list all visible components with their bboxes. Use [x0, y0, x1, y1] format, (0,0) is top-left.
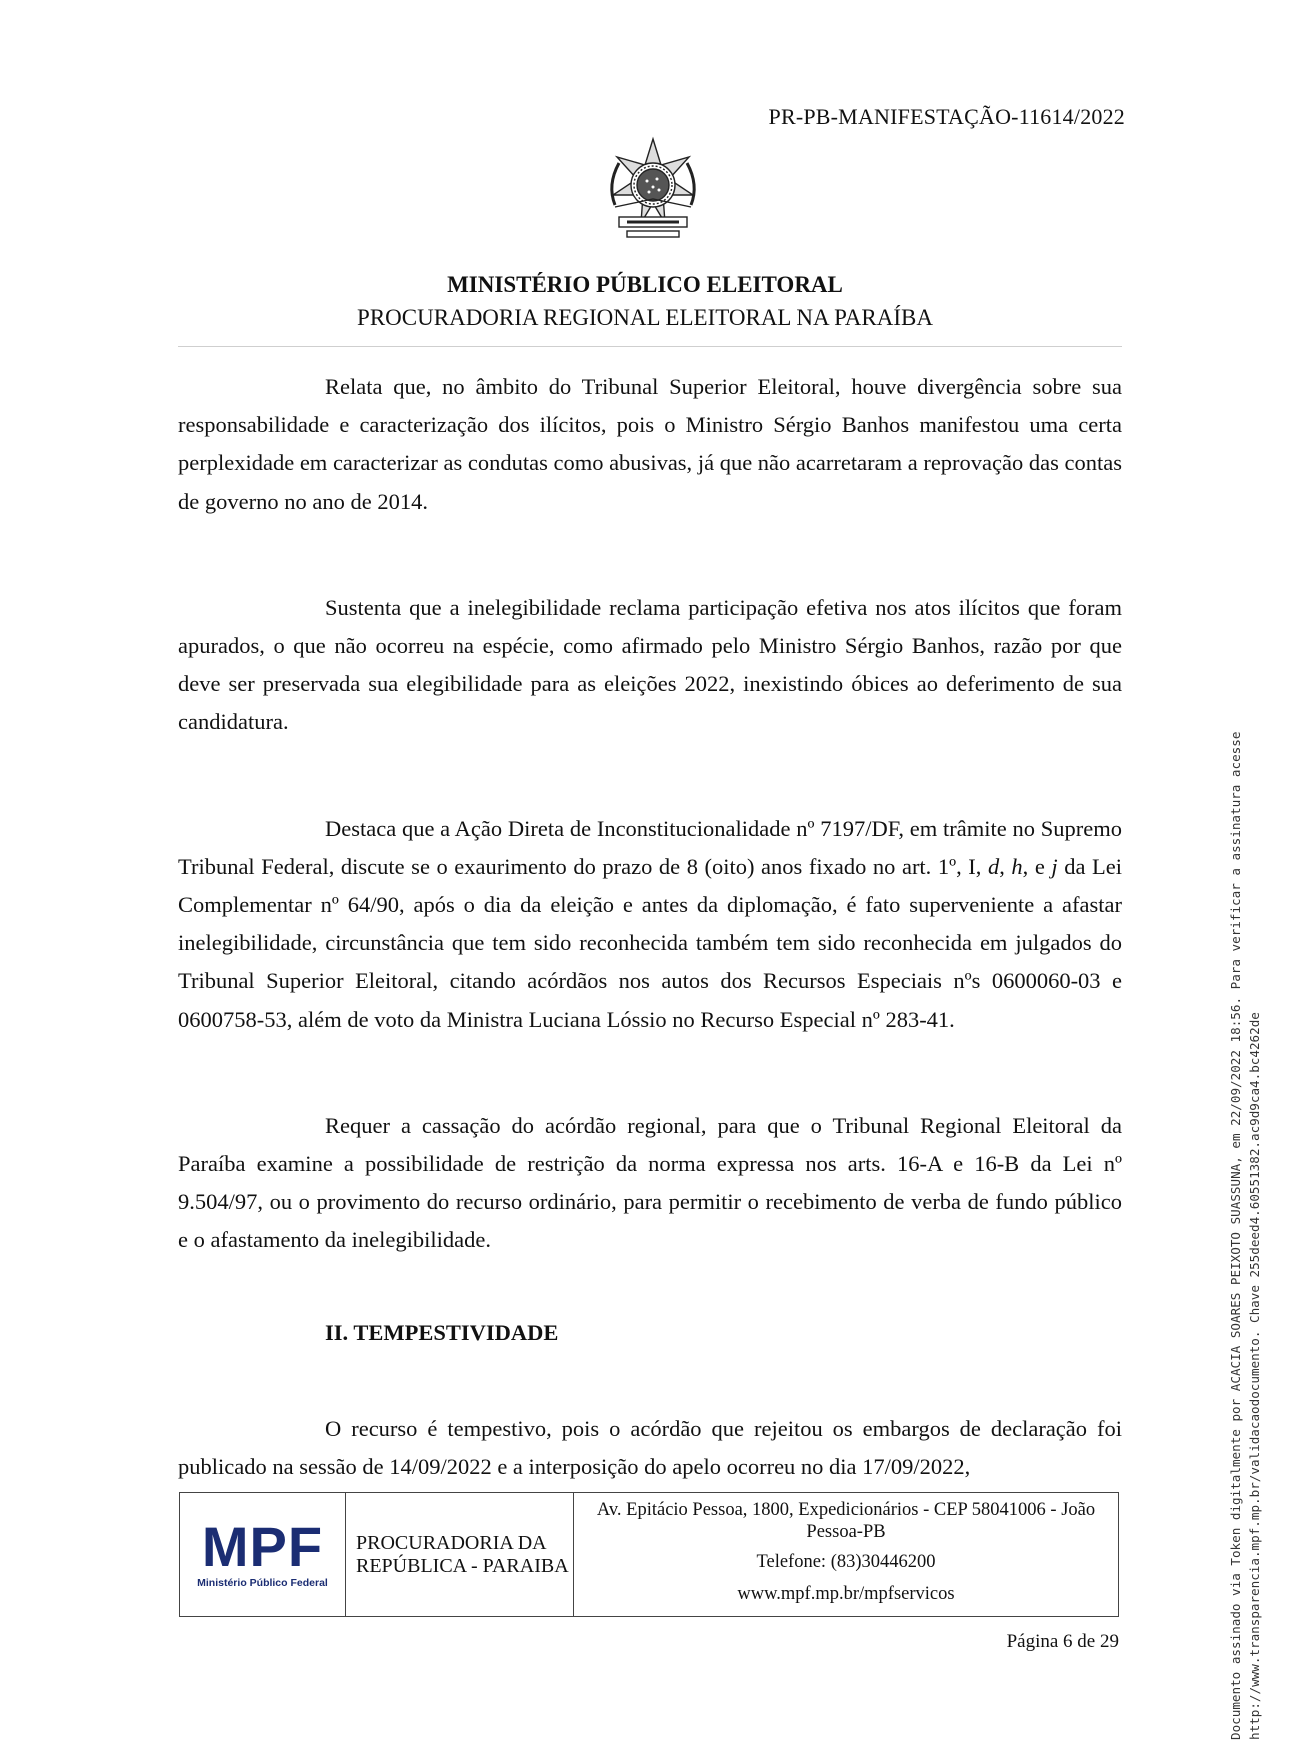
phone: Telefone: (83)30446200: [756, 1552, 936, 1572]
header-divider: [178, 346, 1122, 347]
organization-subtitle: PROCURADORIA REGIONAL ELEITORAL NA PARAÍBA: [357, 305, 933, 330]
paragraph-3: [178, 810, 1122, 1039]
contact-info: [574, 1493, 1118, 1616]
paragraph-3-italic-h: h: [1011, 853, 1023, 879]
paragraph-5: O recurso é tempestivo, pois o acórdão que rejeitou os embargos de declaração foi publicado na sessão de 14/09/2022 e a interposição do apelo ocorreu no dia 17/09/2022,: [178, 1415, 1122, 1479]
paragraph-4: Requer a cassação do acórdão regional, para que o Tribunal Regional Eleitoral da Paraíba examine a possibilidade de restrição da norma expressa nos arts. 16-A e 16-B da Lei nº 9.504/97, ou o provimento do recurso ordinário, para permitir o recebimento de verba de fundo público e o afastamento da inelegibilidade.: [178, 1112, 1122, 1253]
mpf-logo: [180, 1493, 346, 1616]
paragraph-3-italic-d: d: [987, 853, 1000, 879]
paragraph-2: Sustenta que a inelegibilidade reclama participação efetiva nos atos ilícitos que foram apurados, o que não ocorreu na espécie, como afirmado pelo Ministro Sérgio Banhos, razão por que deve ser preservada sua elegibilidade para as eleições 2022, inexistindo óbices ao deferimento de sua candidatura.: [178, 594, 1122, 735]
footer-contact-table: [179, 1492, 1119, 1617]
signature-line-1: Documento assinado via Token digitalmente por ACACIA SOARES PEIXOTO SUASSUNA, em 22/09/2022 18:56. Para verificar a assinatura acesse: [1228, 731, 1243, 1740]
document-body: [178, 368, 1122, 1486]
paragraph-3-text-a: Destaca que a Ação Direta de Inconstitucionalidade nº 7197/DF, em trâmite no Supremo Tribunal Federal, discute se o exaurimento do prazo de 8 (oito) anos fixado no art. 1º, I,: [178, 815, 1122, 879]
office-name: PROCURADORIA DA REPÚBLICA - PARAIBA: [346, 1493, 574, 1616]
website-link[interactable]: www.mpf.mp.br/mpfservicos: [737, 1584, 955, 1604]
page-number: Página 6 de 29: [1006, 1631, 1119, 1652]
paragraph-3-text-c: , e: [1022, 853, 1052, 879]
document-id: PR-PB-MANIFESTAÇÃO-11614/2022: [768, 104, 1125, 129]
paragraph-3-text-d: da Lei Complementar nº 64/90, após o dia da eleição e antes da diplomação, é fato superveniente a afastar inelegibilidade, circunstância que tem sido reconhecida também tem sido reconhecida em julgados do Tribunal Superior Eleitoral, citando acórdãos nos autos dos Recursos Especiais nºs 0600060-03 e 0600758-53, além de voto da Ministra Luciana Lóssio no Recurso Especial nº 283-41.: [178, 853, 1122, 1032]
mpf-logo-caption: Ministério Público Federal: [197, 1576, 328, 1589]
mpf-logo-text: MPF: [201, 1514, 324, 1578]
section-heading: II. TEMPESTIVIDADE: [325, 1319, 559, 1345]
digital-signature-stamp: [1226, 732, 1264, 1740]
organization-title: MINISTÉRIO PÚBLICO ELEITORAL: [447, 272, 843, 297]
paragraph-3-text-b: ,: [999, 853, 1012, 879]
address: Av. Epitácio Pessoa, 1800, Expedicionários - CEP 58041006 - João Pessoa-PB: [596, 1500, 1096, 1542]
paragraph-1: Relata que, no âmbito do Tribunal Superior Eleitoral, houve divergência sobre sua responsabilidade e caracterização dos ilícitos, pois o Ministro Sérgio Banhos manifestou uma certa perplexidade em caracterizar as condutas como abusivas, já que não acarretaram a reprovação das contas de governo no ano de 2014.: [178, 374, 1122, 514]
paragraph-3-italic-j: j: [1051, 853, 1058, 879]
signature-line-2: http://www.transparencia.mpf.mp.br/validacaodocumento. Chave 255deed4.60551382.ac9d9ca4.bc4262de: [1247, 1012, 1262, 1740]
brazil-coat-of-arms-icon: [597, 135, 709, 247]
